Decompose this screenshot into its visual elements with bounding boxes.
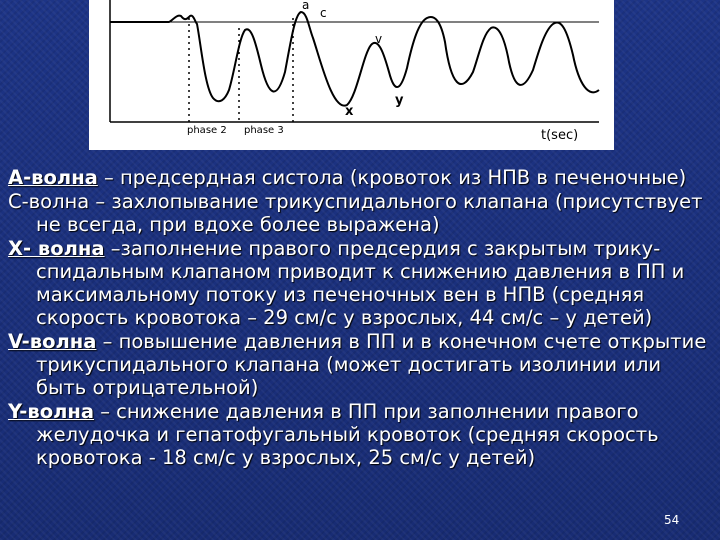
wave-label-v: v [375,32,383,46]
waveform-figure [89,0,614,150]
term-y-wave: Y-волна [8,400,94,423]
paragraph-v-wave [8,330,708,399]
wave-label-y: y [395,93,404,108]
desc-v-wave: – повышение давления в ПП и в конечном счете открытие трикуспидального клапана (может достигать изолинии или быть отрицательной) [36,330,707,399]
desc-c-wave: С-волна – захлопывание трикуспидального клапана (присутствует не всегда, при вдохе более выражена) [8,190,703,236]
venous-waveform [110,12,599,106]
paragraph-a-wave [8,166,708,189]
term-x-wave: Х- волна [8,237,105,260]
phase2-label: phase 2 [187,125,227,136]
slide-number: 54 [664,513,680,527]
phase3-label: phase 3 [244,125,284,136]
paragraph-y-wave [8,400,708,469]
wave-label-a: a [302,0,310,12]
term-a-wave: А-волна [8,166,98,189]
paragraph-c-wave [8,190,708,236]
waveform-svg [89,0,614,150]
term-v-wave: V-волна [8,330,97,353]
desc-y-wave: – снижение давления в ПП при заполнении правого желудочка и гепатофугальный кровоток (средняя скорость кровотока - 18 см/с у взрослых, 25 см/с у детей) [36,400,659,469]
time-axis-label: t(sec) [541,128,579,143]
wave-label-c: c [320,6,327,20]
paragraph-x-wave [8,237,708,329]
desc-a-wave: – предсердная систола (кровоток из НПВ в печеночные) [97,166,687,189]
desc-x-wave: –заполнение правого предсердия с закрытым трику-спидальным клапаном приводит к снижению давления в ПП и максимальному потоку из печеночных вен в НПВ (средняя скорость кровотока – 29 см/с у взрослых, 44 см/с – у детей) [36,237,685,329]
slide-body [8,166,708,470]
wave-label-x: x [345,104,354,119]
